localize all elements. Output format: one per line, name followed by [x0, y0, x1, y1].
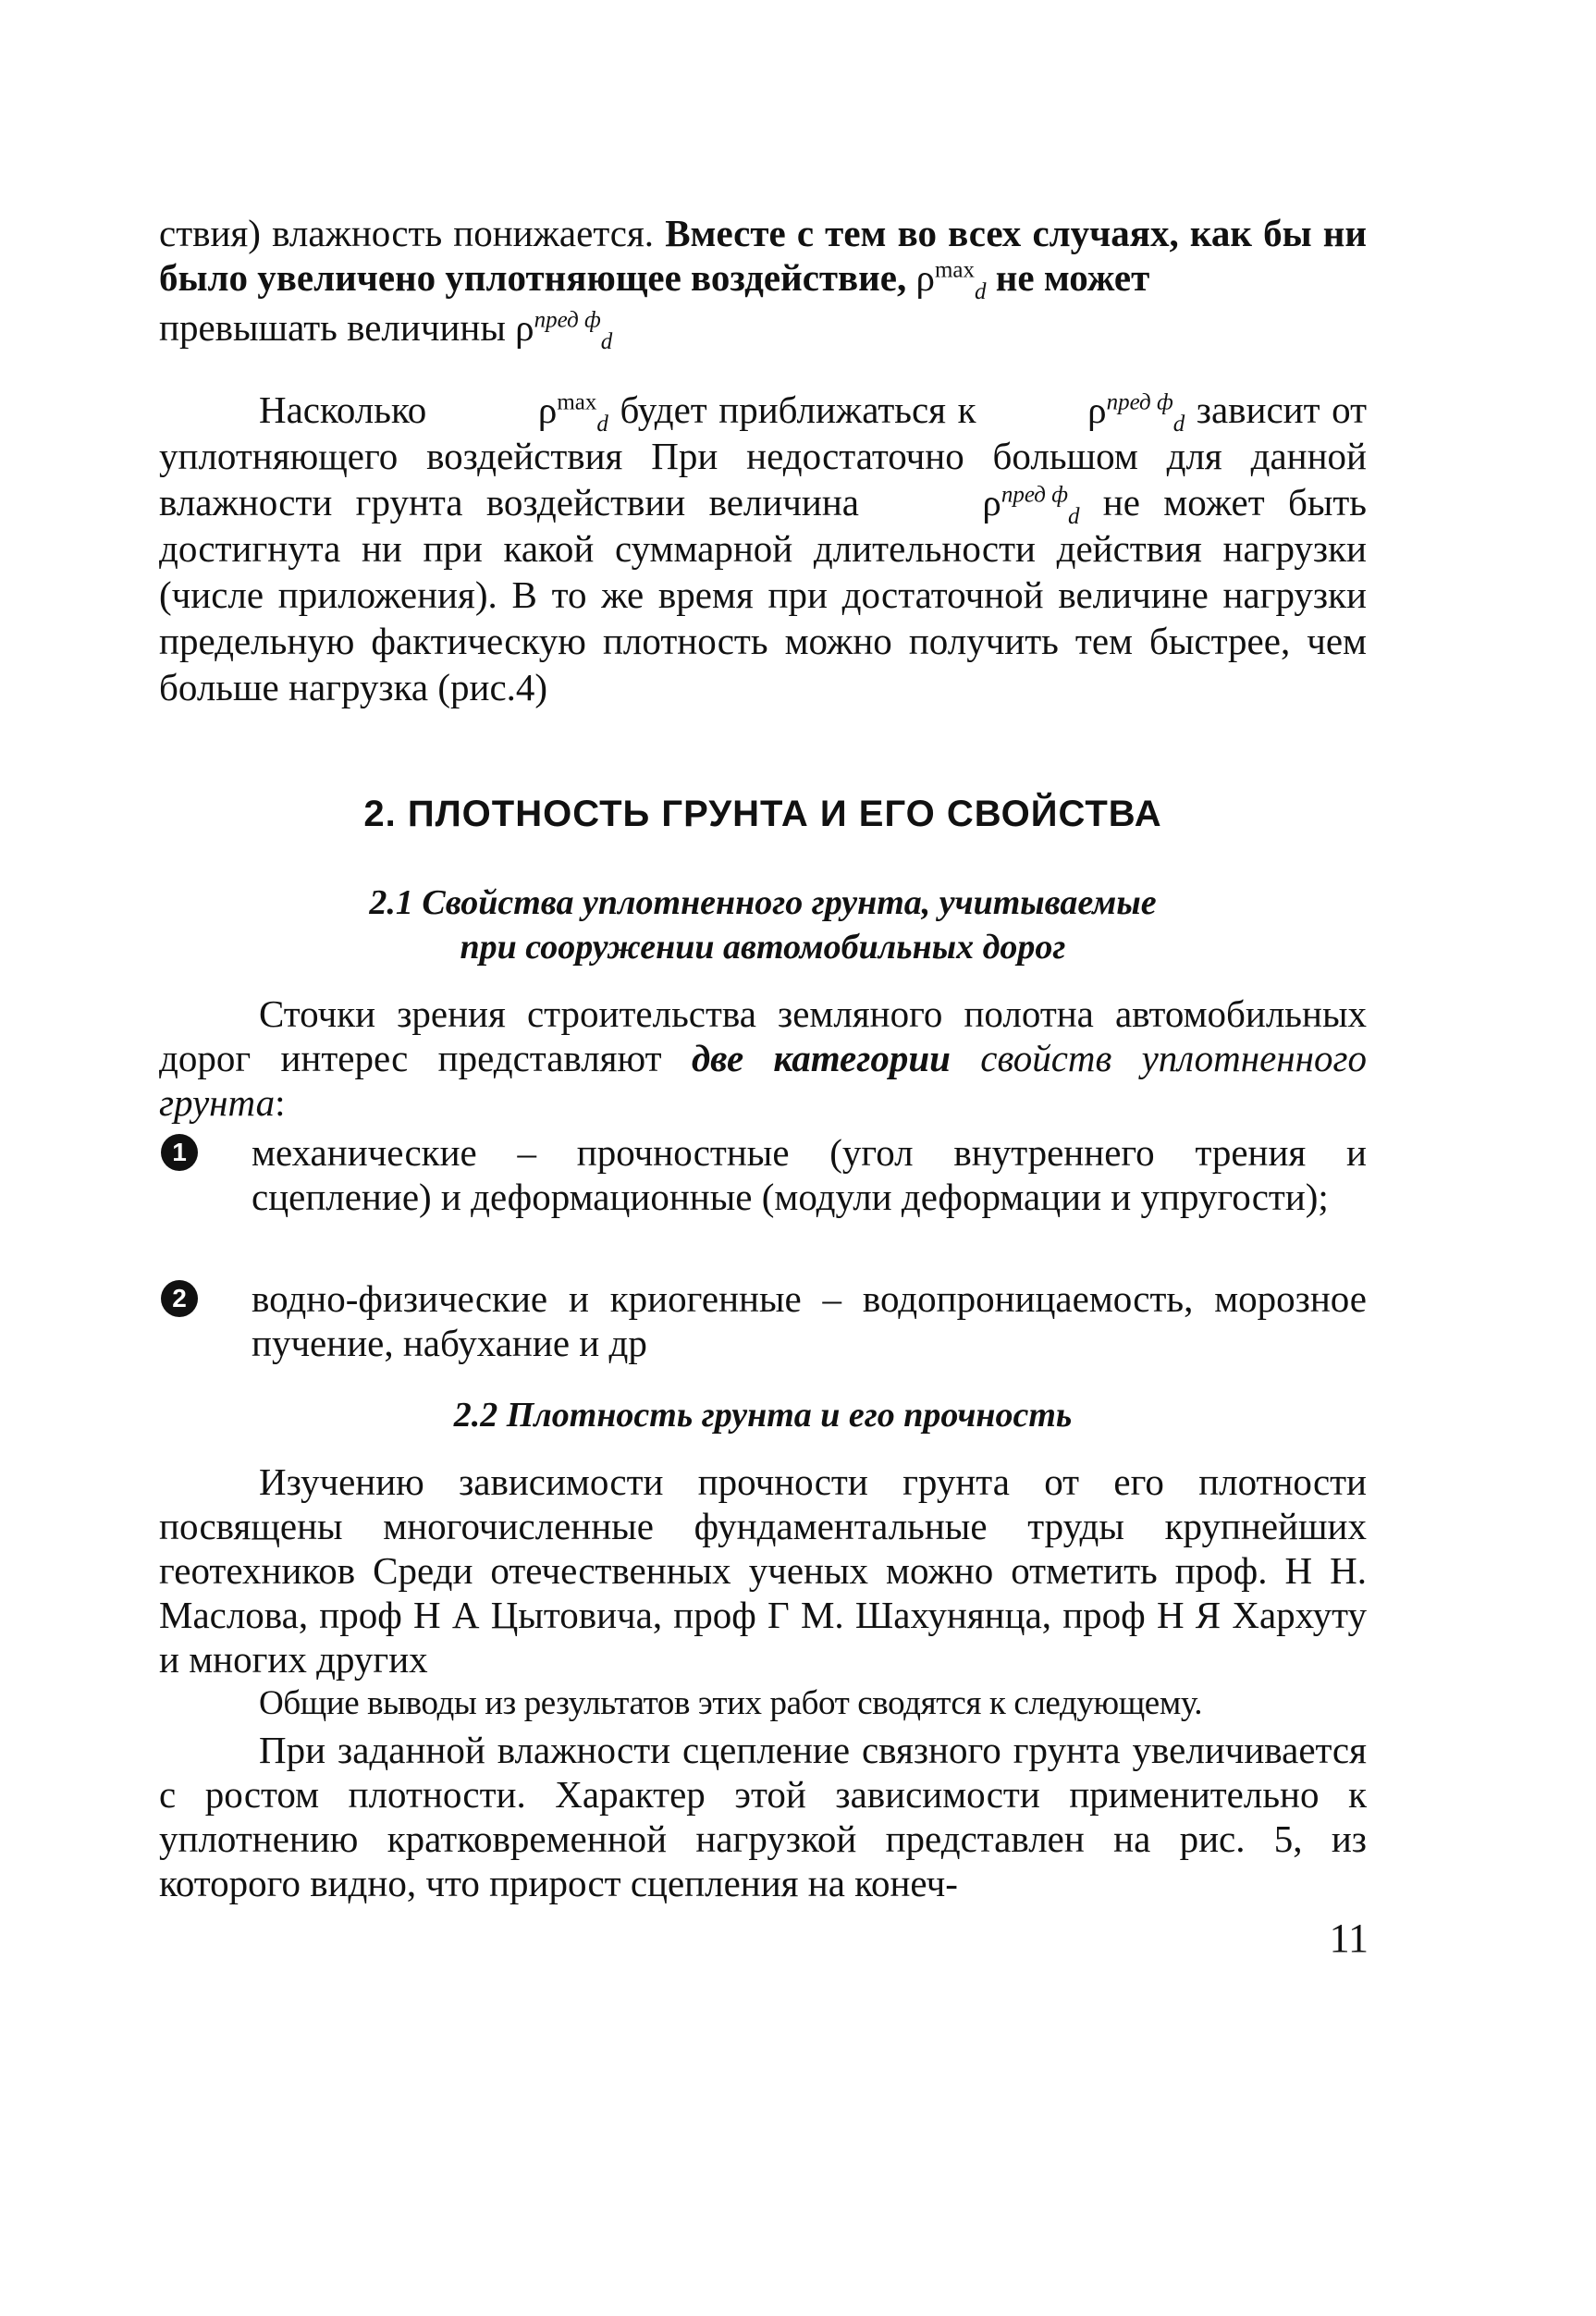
- subheading-2-1-block: [159, 881, 1367, 969]
- p3-text-c: свойств уплотненного грунта: [159, 1037, 1367, 1124]
- number-2-icon: 2: [161, 1280, 198, 1317]
- number-1-icon: 1: [161, 1134, 198, 1171]
- p1-text-b: Вместе с тем во всех случаях, как бы ни было увеличено уплотняющее воздействие,: [159, 212, 1368, 299]
- paragraph-3: [159, 992, 1367, 1125]
- list-item-2-text: водно-физические и криогенные – водопроницаемость, морозное пучение, набухание и др: [252, 1277, 1367, 1364]
- p1-text-c: не может: [986, 256, 1150, 299]
- p4-text: Изучению зависимости прочности грунта от его плотности посвящены многочисленные фундаментальные труды крупнейших геотехников Среди отечественных ученых можно отметить проф. Н Н. Маслова, проф Н А Цытовича, проф Г М. Шахунянца, проф Н Я Хархуту и многих других: [159, 1460, 1367, 1681]
- rho-pred-symbol: $\rho^{пред ф}_d$: [1087, 388, 1185, 437]
- subheading-2-2-block: [159, 1393, 1367, 1437]
- p2-text-c: зависит от уплотняющего воздействия При недостаточно большом для данной влажности грунта воздействии величина: [159, 388, 1367, 524]
- list-item-2: [159, 1276, 1367, 1365]
- page-number: 11: [1329, 1916, 1369, 1961]
- p3-text-d: :: [275, 1081, 286, 1124]
- p3-text-b: две категории: [691, 1037, 951, 1079]
- paragraph-1: [159, 211, 1368, 355]
- paragraph-5: [159, 1682, 1367, 1726]
- rho-max-symbol: $\rho^{max}_d$: [537, 388, 608, 437]
- subheading-2-2: 2.2 Плотность грунта и его прочность: [453, 1396, 1073, 1435]
- p3-text-a: Сточки зрения строительства земляного полотна автомобильных дорог интерес представляют: [159, 992, 1367, 1079]
- p2-text-d: не может быть достигнута ни при какой суммарной длительности действия нагрузки (числе приложения). В то же время при достаточной величине нагрузки предельную фактическую плотность можно получить тем быстрее, чем больше нагрузка (рис.4): [159, 481, 1367, 708]
- p1-text-a: ствия) влажность понижается.: [159, 212, 666, 254]
- p1-text-d: превышать величины: [159, 306, 516, 349]
- paragraph-6: [159, 1728, 1367, 1905]
- subheading-2-1-line-2: при сооружении автомобильных дорог: [460, 928, 1066, 967]
- p5-text: Общие выводы из результатов этих работ сводятся к следующему.: [259, 1684, 1203, 1722]
- p6-text: При заданной влажности сцепление связного грунта увеличивается с ростом плотности. Характер этой зависимости применительно к уплотнению кратковременной нагрузкой представлен на рис. 5, из которого видно, что прирост сцепления на конеч-: [159, 1729, 1367, 1904]
- section-title: 2. ПЛОТНОСТЬ ГРУНТА И ЕГО СВОЙСТВА: [363, 794, 1162, 834]
- paragraph-4: [159, 1460, 1367, 1682]
- p2-text-a: Насколько: [259, 388, 438, 431]
- p2-text-b: будет приближаться к: [608, 388, 988, 431]
- section-heading-block: [159, 794, 1367, 835]
- rho-max-symbol: $\rho^{max}_d$: [915, 256, 987, 305]
- rho-pred-symbol: $\rho^{пред ф}_d$: [515, 306, 613, 355]
- subheading-2-1-line-1: 2.1 Свойства уплотненного грунта, учитываемые: [369, 883, 1157, 922]
- list-item-1-text: механические – прочностные (угол внутреннего трения и сцепление) и деформационные (модули деформации и упругости);: [252, 1131, 1367, 1218]
- list-item-1: [159, 1130, 1367, 1219]
- rho-pred-symbol: $\rho^{пред ф}_d$: [982, 481, 1080, 530]
- paragraph-2: [159, 387, 1367, 710]
